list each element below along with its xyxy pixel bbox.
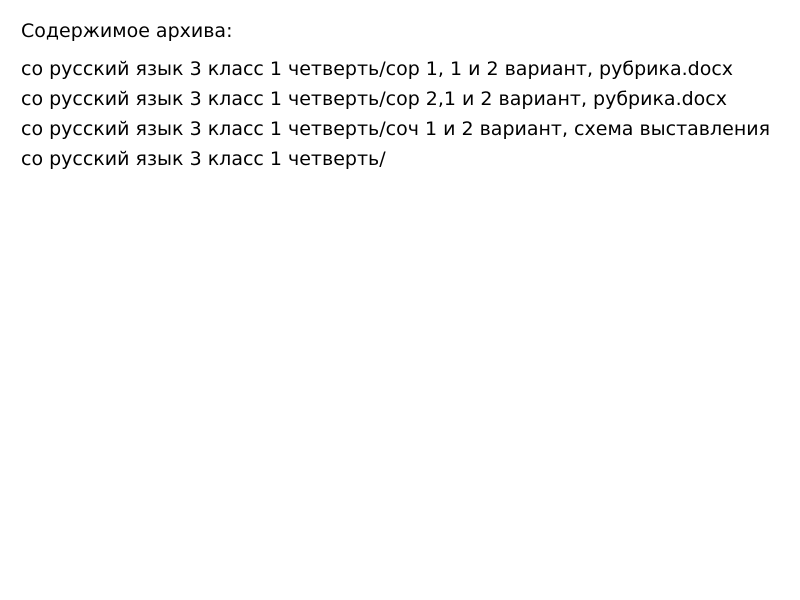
archive-entry: со русский язык 3 класс 1 четверть/сор 1, 1 и 2 вариант, рубрика.docx — [21, 58, 734, 80]
page-title: Содержимое архива: — [21, 20, 233, 42]
archive-entry-list — [21, 54, 800, 174]
archive-entry: со русский язык 3 класс 1 четверть/ — [21, 148, 386, 170]
archive-entry: со русский язык 3 класс 1 четверть/сор 2,1 и 2 вариант, рубрика.docx — [21, 88, 727, 110]
archive-contents-page — [0, 0, 800, 174]
archive-entry: со русский язык 3 класс 1 четверть/соч 1 и 2 вариант, схема выставления — [21, 118, 771, 140]
